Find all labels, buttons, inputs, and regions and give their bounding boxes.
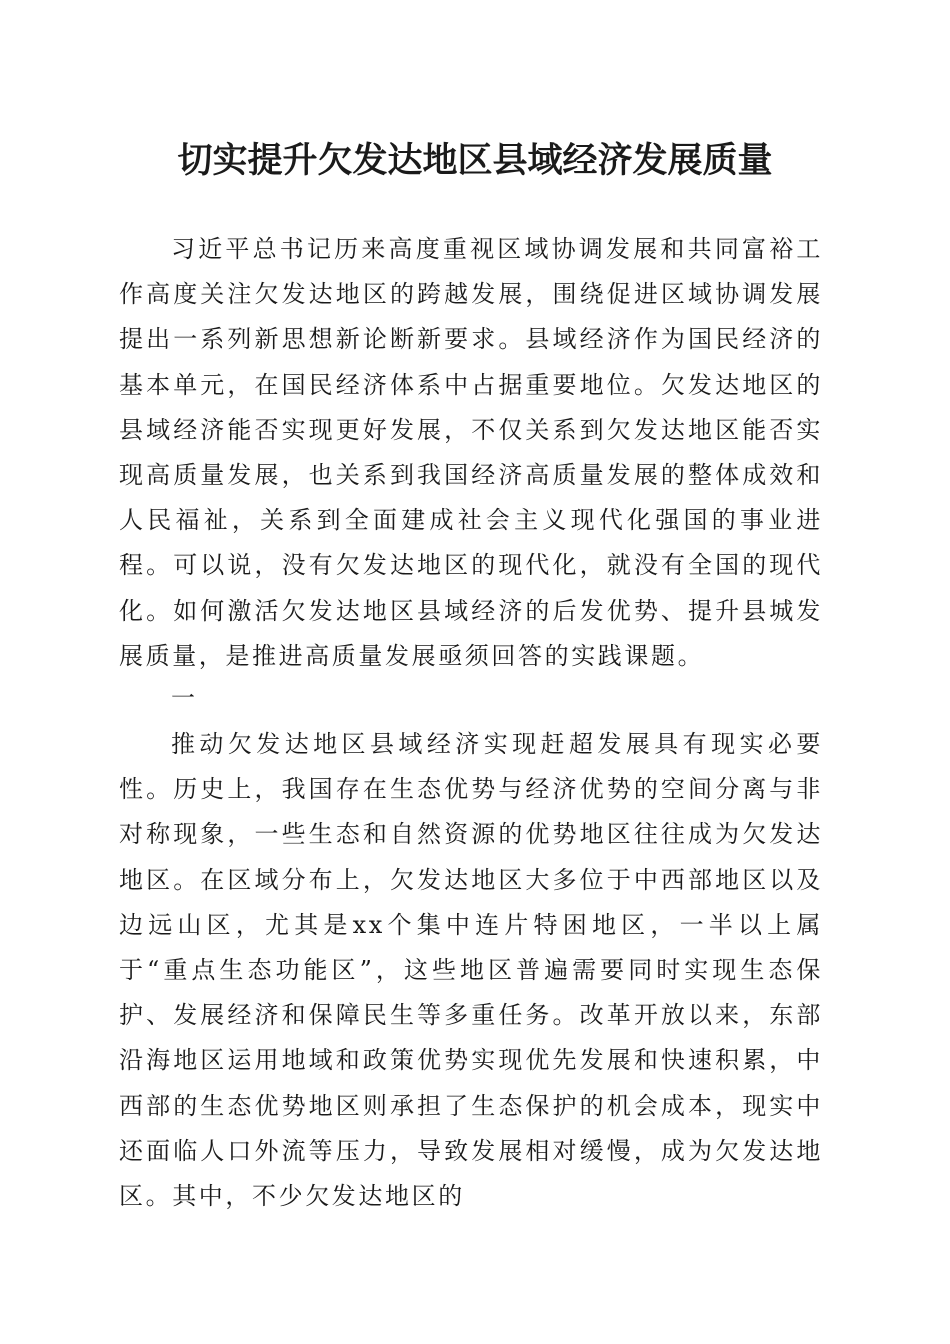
section-one-paragraph: 推动欠发达地区县域经济实现赶超发展具有现实必要性。历史上，我国存在生态优势与经济优势的空间分离与非对称现象，一些生态和自然资源的优势地区往往成为欠发达地区。在区域分布上，欠发达地区大多位于中西部地区以及边远山区，尤其是xx个集中连片特困地区，一半以上属于“重点生态功能区”，这些地区普遍需要同时实现生态保护、发展经济和保障民生等多重任务。改革开放以来，东部沿海地区运用地域和政策优势实现优先发展和快速积累，中西部的生态优势地区则承担了生态保护的机会成本，现实中还面临人口外流等压力，导致发展相对缓慢，成为欠发达地区。其中，不少欠发达地区的	[119, 730, 823, 1211]
section-number: 一	[171, 684, 195, 712]
document-title: 切实提升欠发达地区县域经济发展质量	[177, 140, 773, 181]
intro-paragraph: 习近平总书记历来高度重视区域协调发展和共同富裕工作高度关注欠发达地区的跨越发展，围绕促进区域协调发展提出一系列新思想新论断新要求。县域经济作为国民经济的基本单元，在国民经济体系中占据重要地位。欠发达地区的县域经济能否实现更好发展，不仅关系到欠发达地区能否实现高质量发展，也关系到我国经济高质量发展的整体成效和人民福祉，关系到全面建成社会主义现代化强国的事业进程。可以说，没有欠发达地区的现代化，就没有全国的现代化。如何激活欠发达地区县域经济的后发优势、提升县城发展质量，是推进高质量发展亟须回答的实践课题。	[119, 235, 823, 670]
